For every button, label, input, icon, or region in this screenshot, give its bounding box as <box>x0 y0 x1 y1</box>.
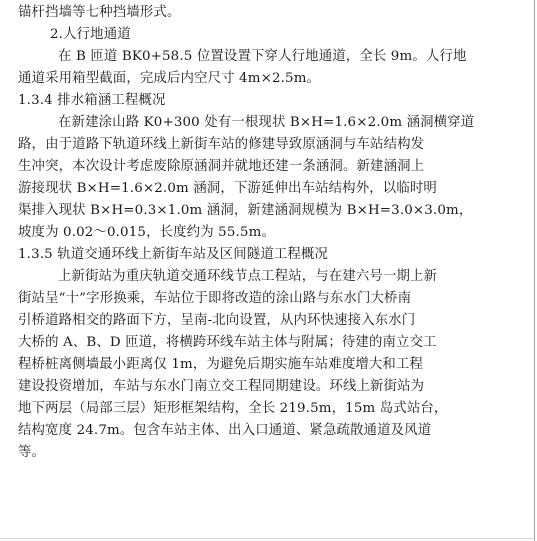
paragraph-line: 大桥的 A、B、D 匝道，将横跨环线车站主体与附属；待建的南立交工 <box>18 335 437 350</box>
paragraph-line: 等。 <box>18 445 46 460</box>
text-line-continuation: 锚杆挡墙等七种挡墙形式。 <box>18 5 181 20</box>
paragraph-line: 通道采用箱型截面，完成后内空尺寸 4m×2.5m。 <box>18 71 321 86</box>
paragraph-line: 渠排入现状 B×H=0.3×1.0m 涵洞，新建涵洞规模为 B×H=3.0×3.0m， <box>18 203 473 218</box>
section-heading-drainage-culvert: 1.3.4 排水箱涵工程概况 <box>18 93 166 108</box>
paragraph-line: 在 B 匝道 BK0+58.5 位置设置下穿人行地通道，全长 9m。人行地 <box>58 49 467 64</box>
paragraph-line: 结构宽度 24.7m。包含车站主体、出入口通道、紧急疏散通道及风道 <box>18 423 432 438</box>
paragraph-line: 路，由于道路下轨道环线上新街车站的修建导致原涵洞与车站结构发 <box>18 137 425 152</box>
paragraph-line: 街站呈“十”字形换乘，车站位于即将改造的涂山路与东水门大桥南 <box>18 291 412 306</box>
paragraph-line: 地下两层（局部三层）矩形框架结构，全长 219.5m，15m 岛式站台， <box>18 401 448 416</box>
paragraph-line: 生冲突，本次设计考虑废除原涵洞并就地还建一条涵洞。新建涵洞上 <box>18 159 425 174</box>
page-right-border <box>534 0 535 541</box>
section-heading-pedestrian-underpass: 2.人行地通道 <box>50 27 131 42</box>
paragraph-line: 建设投资增加，车站与东水门南立交工程同期建设。环线上新街站为 <box>18 379 425 394</box>
section-heading-station-tunnel: 1.3.5 轨道交通环线上新街车站及区间隧道工程概况 <box>18 247 329 262</box>
paragraph-line: 上新街站为重庆轨道交通环线节点工程站，与在建六号一期上新 <box>58 269 438 284</box>
paragraph-line: 引桥道路相交的路面下方，呈南-北向设置，从内环快速接入东水门 <box>18 313 416 328</box>
paragraph-line: 程桥桩离侧墙最小距离仅 1m，为避免后期实施车站难度增大和工程 <box>18 357 424 372</box>
paragraph-line: 游接现状 B×H=1.6×2.0m 涵洞，下游延伸出车站结构外，以临时明 <box>18 181 437 196</box>
page-bottom-rule <box>0 538 535 539</box>
paragraph-line: 在新建涂山路 K0+300 处有一根现状 B×H=1.6×2.0m 涵洞横穿道 <box>58 115 475 130</box>
paragraph-line: 坡度为 0.02～0.015，长度约为 55.5m。 <box>18 225 275 240</box>
